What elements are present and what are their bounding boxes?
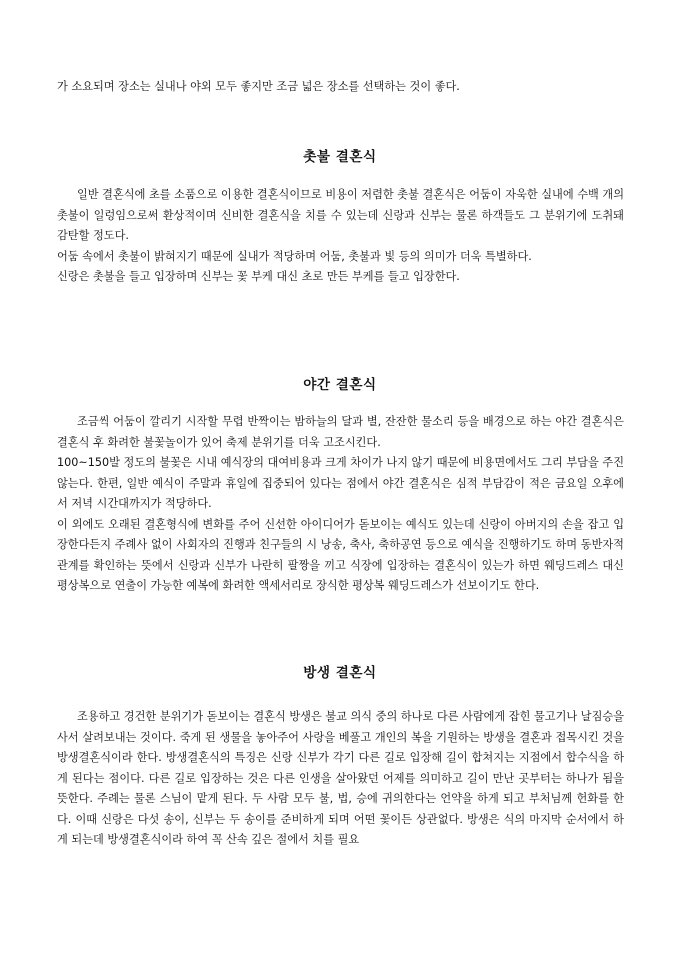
section-body-night xyxy=(57,412,624,597)
paragraph: 조용하고 경건한 분위기가 돋보이는 결혼식 방생은 불교 의식 중의 하나로 다른 사람에게 잡힌 물고기나 날짐승을 사서 살려보내는 것이다. 죽게 된 생물을 놓아주어 사랑을 베풀고 개인의 복을 기원하는 방생을 결혼과 접목시킨 것을 방생결혼식이라 한다. 방생결혼식의 특징은 신랑 신부가 각기 다른 길로 입장해 길이 합쳐지는 지점에서 합수식을 하게 된다는 점이다. 다른 길로 입장하는 것은 다른 인생을 살아왔던 어제를 의미하고 길이 만난 곳부터는 하나가 됨을 뜻한다. 주례는 물론 스님이 맡게 된다. 두 사람 모두 불, 법, 승에 귀의한다는 언약을 하게 되고 부처님께 헌화를 한다. 이때 신랑은 다섯 송이, 신부는 두 송이를 준비하게 되며 어떤 꽃이든 상관없다. 방생은 식의 마지막 순서에서 하게 되는데 방생결혼식이라 하여 꼭 산속 깊은 절에서 치를 필요 xyxy=(57,710,624,846)
section-heading-candle: 촛불 결혼식 xyxy=(303,149,377,165)
section-body-candle xyxy=(57,185,624,288)
paragraph: 신랑은 촛불을 들고 입장하며 신부는 꽃 부케 대신 초로 만든 부케를 들고 입장한다. xyxy=(57,270,460,283)
paragraph: 조금씩 어둠이 깔리기 시작할 무렵 반짝이는 밤하늘의 달과 별, 잔잔한 물소리 등을 배경으로 하는 야간 결혼식은 결혼식 후 화려한 불꽃놀이가 있어 축제 분위기를 더욱 고조시킨다. xyxy=(57,415,624,449)
paragraph: 어둠 속에서 촛불이 밝혀지기 때문에 실내가 적당하며 어둠, 촛불과 빛 등의 의미가 더욱 특별하다. xyxy=(57,249,532,263)
intro-paragraph: 가 소요되며 장소는 실내나 야외 모두 좋지만 조금 넓은 장소를 선택하는 것이 좋다. xyxy=(57,80,460,93)
paragraph: 100~150발 정도의 불꽃은 시내 예식장의 대여비용과 크게 차이가 나지 않기 때문에 비용면에서도 그리 부담을 주진 않는다. 한편, 일반 예식이 주말과 휴일에 집중되어 있다는 점에서 야간 결혼식은 심적 부담감이 적은 금요일 오후에서 저녁 시간대까지가 적당하다. xyxy=(57,456,624,510)
section-heading-night: 야간 결혼식 xyxy=(303,377,377,393)
paragraph: 이 외에도 오래된 결혼형식에 변화를 주어 신선한 아이디어가 돋보이는 예식도 있는데 신랑이 아버지의 손을 잡고 입장한다든지 주례사 없이 사회자의 진행과 친구들의 시 낭송, 축사, 축하공연 등으로 예식을 진행하기도 하며 동반자적 관계를 확인하는 뜻에서 신랑과 신부가 나란히 팔짱을 끼고 식장에 입장하는 결혼식이 있는가 하면 웨딩드레스 대신 평상복으로 연출이 가능한 예복에 화려한 액세서리로 장식한 평상복 웨딩드레스가 선보이기도 한다. xyxy=(57,517,624,592)
paragraph: 일반 결혼식에 초를 소품으로 이용한 결혼식이므로 비용이 저렴한 촛불 결혼식은 어둠이 자욱한 실내에 수백 개의 촛불이 일렁임으로써 환상적이며 신비한 결혼식을 치를 수 있는데 신랑과 신부는 물론 하객들도 그 분위기에 도취돼 감탄할 정도다. xyxy=(57,188,624,242)
section-body-release xyxy=(57,707,624,851)
section-heading-release: 방생 결혼식 xyxy=(303,665,377,681)
